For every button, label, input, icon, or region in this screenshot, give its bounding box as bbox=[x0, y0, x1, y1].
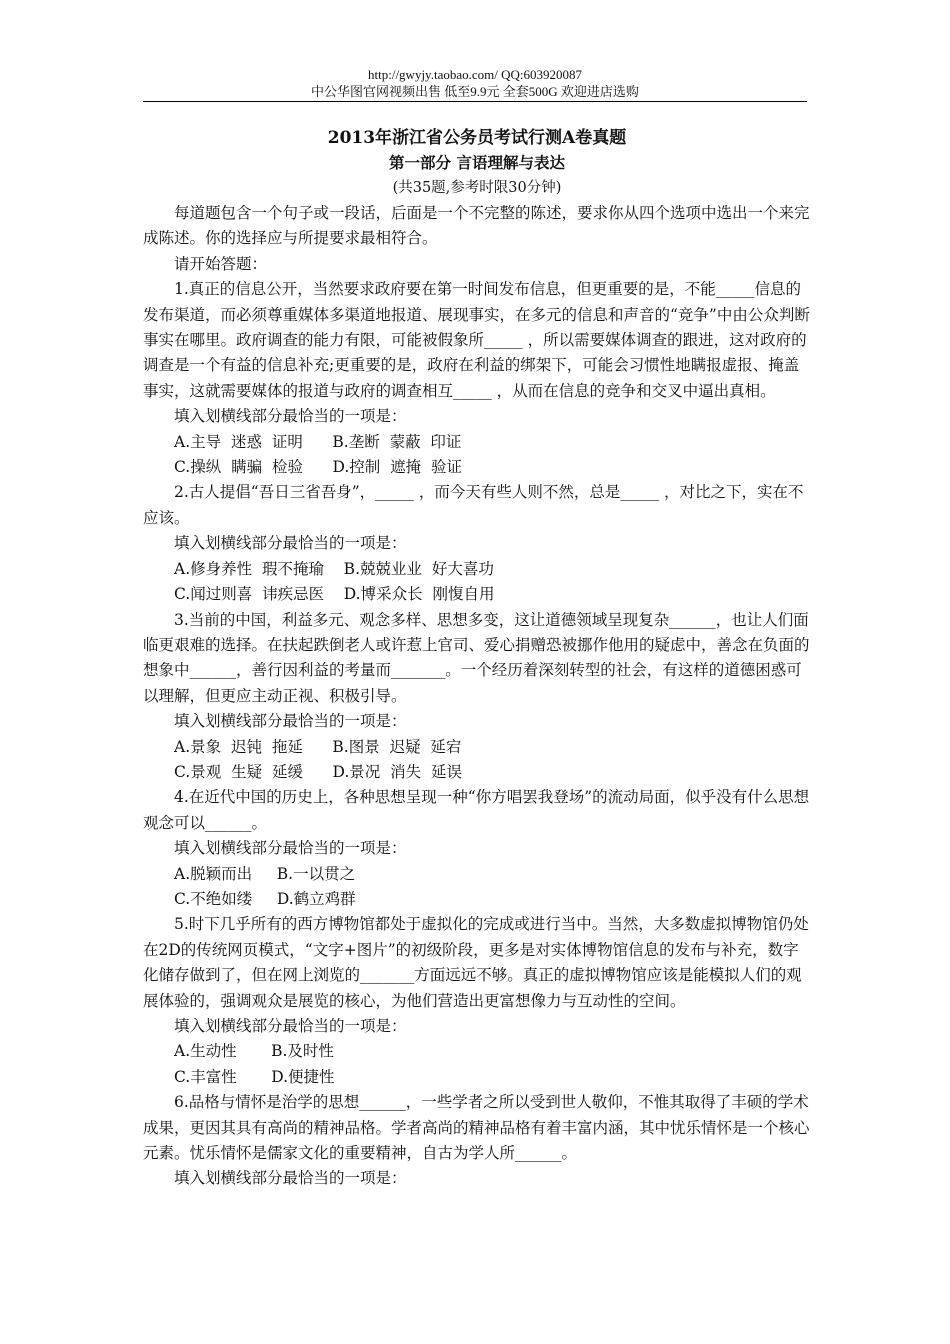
page-header bbox=[143, 66, 807, 100]
section-note: (共35题,参考时限30分钟) bbox=[392, 180, 562, 196]
instruction-text: 每道题包含一个句子或一段话，后面是一个不完整的陈述，要求你从四个选项中选出一个来完成陈述。你的选择应与所提要求最相符合。 bbox=[143, 204, 810, 248]
question-stem: 4.在近代中国的历史上，各种思想呈现一种“你方唱罢我登场”的流动局面，似乎没有什么思想观念可以______。 bbox=[143, 788, 810, 832]
question-prompt: 填入划横线部分最恰当的一项是： bbox=[174, 407, 407, 426]
options-ab: A.修身养性 瑕不掩瑜 B.兢兢业业 好大喜功 bbox=[174, 559, 494, 578]
options-cd: C.闻过则喜 讳疾忌医 D.博采众长 刚愎自用 bbox=[174, 585, 495, 604]
options-ab: A.主导 迷惑 证明 B.垄断 蒙蔽 印证 bbox=[174, 432, 462, 451]
header-url-line: http://gwyjy.taobao.com/ QQ:603920087 bbox=[368, 67, 582, 82]
question-prompt: 填入划横线部分最恰当的一项是： bbox=[174, 1017, 407, 1035]
question-5 bbox=[143, 912, 811, 1090]
document-body bbox=[143, 125, 811, 1192]
question-stem: 6.品格与情怀是治学的思想______，一些学者之所以受到世人敬仰，不惟其取得了丰硕的学术成果，更因其具有高尚的精神品格。学者高尚的精神品格有着丰富内涵，其中忧乐情怀是一个核心元素。忧乐情怀是儒家文化的重要精神，自古为学人所______。 bbox=[143, 1093, 810, 1163]
options-ab: A.生动性 B.及时性 bbox=[174, 1042, 334, 1061]
question-prompt: 填入划横线部分最恰当的一项是： bbox=[174, 712, 407, 731]
section-title: 第一部分 言语理解与表达 bbox=[389, 153, 565, 172]
question-6 bbox=[143, 1090, 811, 1192]
options-cd: C.不绝如缕 D.鹤立鸡群 bbox=[174, 889, 356, 908]
question-prompt: 填入划横线部分最恰当的一项是： bbox=[174, 1169, 407, 1188]
question-stem: 5.时下几乎所有的西方博物馆都处于虚拟化的完成或进行当中。当然，大多数虚拟博物馆仍处在2D的传统网页模式，“文字+图片”的初级阶段，更多是对实体博物馆信息的发布与补充，数字化储存做到了，但在网上浏览的_______方面远远不够。真正的虚拟博物馆应该是能模拟人们的观展体验的，强调观众是展览的核心，为他们营造出更富想像力与互动性的空间。 bbox=[143, 915, 809, 1010]
options-cd: C.操纵 瞒骗 检验 D.控制 遮掩 验证 bbox=[174, 458, 463, 477]
options-ab: A.景象 迟钝 拖延 B.图景 迟疑 延宕 bbox=[174, 737, 462, 756]
question-stem: 2.古人提倡“吾日三省吾身”，_____ ，而今天有些人则不然，总是_____ ，对比之下，实在不应该。 bbox=[143, 483, 804, 527]
question-2 bbox=[143, 480, 811, 607]
question-prompt: 填入划横线部分最恰当的一项是： bbox=[174, 534, 407, 553]
question-1 bbox=[143, 277, 811, 480]
header-rule bbox=[143, 101, 807, 102]
question-stem: 3.当前的中国，利益多元、观念多样、思想多变，这让道德领域呈现复杂______，也让人们面临更艰难的选择。在扶起跌倒老人或许惹上官司、爱心捐赠恐被挪作他用的疑虑中，善念在负面的想象中______，善行因利益的考量而_______。一个经历着深刻转型的社会，有这样的道德困惑可以理解，但更应主动正视、积极引导。 bbox=[143, 610, 810, 705]
question-3 bbox=[143, 608, 811, 786]
question-4 bbox=[143, 785, 811, 912]
options-cd: C.丰富性 D.便捷性 bbox=[174, 1067, 335, 1086]
options-ab: A.脱颖而出 B.一以贯之 bbox=[174, 864, 356, 883]
question-stem: 1.真正的信息公开，当然要求政府要在第一时间发布信息，但更重要的是，不能_____信息的发布渠道，而必须尊重媒体多渠道地报道、展现事实，在多元的信息和声音的“竞争”中由公众判断事实在哪里。政府调查的能力有限，可能被假象所_____ ，所以需要媒体调查的跟进，这对政府的调查是一个有益的信息补充;更重要的是，政府在利益的绑架下，可能会习惯性地瞒报虚报、掩盖事实，这就需要媒体的报道与政府的调查相互_____ ，从而在信息的竞争和交叉中逼出真相。 bbox=[143, 280, 810, 400]
header-ad-line: 中公华图官网视频出售 低至9.9元 全套500G 欢迎进店选购 bbox=[311, 84, 639, 99]
document-title: 2013年浙江省公务员考试行测A卷真题 bbox=[327, 128, 627, 148]
options-cd: C.景观 生疑 延缓 D.景况 消失 延误 bbox=[174, 762, 463, 781]
question-prompt: 填入划横线部分最恰当的一项是： bbox=[174, 839, 407, 858]
start-text: 请开始答题： bbox=[174, 254, 268, 273]
